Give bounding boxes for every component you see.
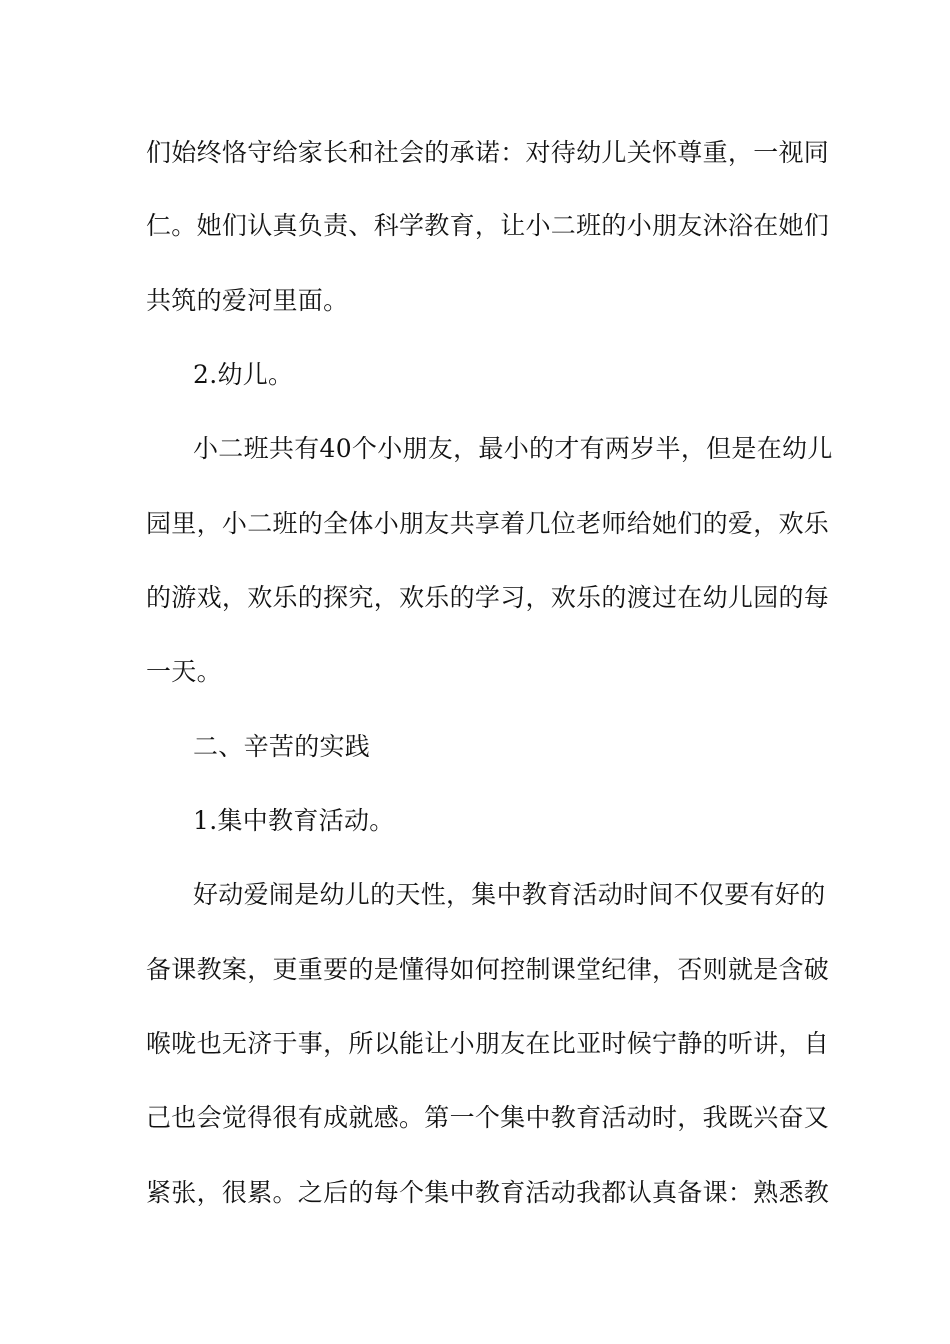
paragraph-line-2: 仁。她们认真负责、科学教育，让小二班的小朋友沐浴在她们 (146, 211, 830, 240)
paragraph-line-8: 一天。 (146, 657, 222, 686)
paragraph-line-11: 好动爱闹是幼儿的天性，集中教育活动时间不仅要有好的 (193, 880, 826, 909)
paragraph-line-5: 小二班共有40个小朋友，最小的才有两岁半，但是在幼儿 (193, 434, 833, 463)
paragraph-line-1: 们始终恪守给家长和社会的承诺：对待幼儿关怀尊重，一视同 (146, 138, 830, 167)
paragraph-line-13: 喉咙也无济于事，所以能让小朋友在比亚时候宁静的听讲，自 (146, 1029, 830, 1058)
subsection-heading-activities: 1.集中教育活动。 (193, 806, 395, 835)
paragraph-line-15: 紧张，很累。之后的每个集中教育活动我都认真备课：熟悉教 (146, 1178, 830, 1207)
section-heading-practice: 二、辛苦的实践 (193, 732, 371, 761)
paragraph-line-3: 共筑的爱河里面。 (146, 286, 349, 315)
paragraph-line-14: 己也会觉得很有成就感。第一个集中教育活动时，我既兴奋又 (146, 1103, 830, 1132)
paragraph-line-12: 备课教案，更重要的是懂得如何控制课堂纪律，否则就是含破 (146, 955, 830, 984)
paragraph-line-6: 园里，小二班的全体小朋友共享着几位老师给她们的爱，欢乐 (146, 509, 830, 538)
paragraph-line-7: 的游戏，欢乐的探究，欢乐的学习，欢乐的渡过在幼儿园的每 (146, 583, 830, 612)
section-heading-children: 2.幼儿。 (193, 360, 294, 389)
